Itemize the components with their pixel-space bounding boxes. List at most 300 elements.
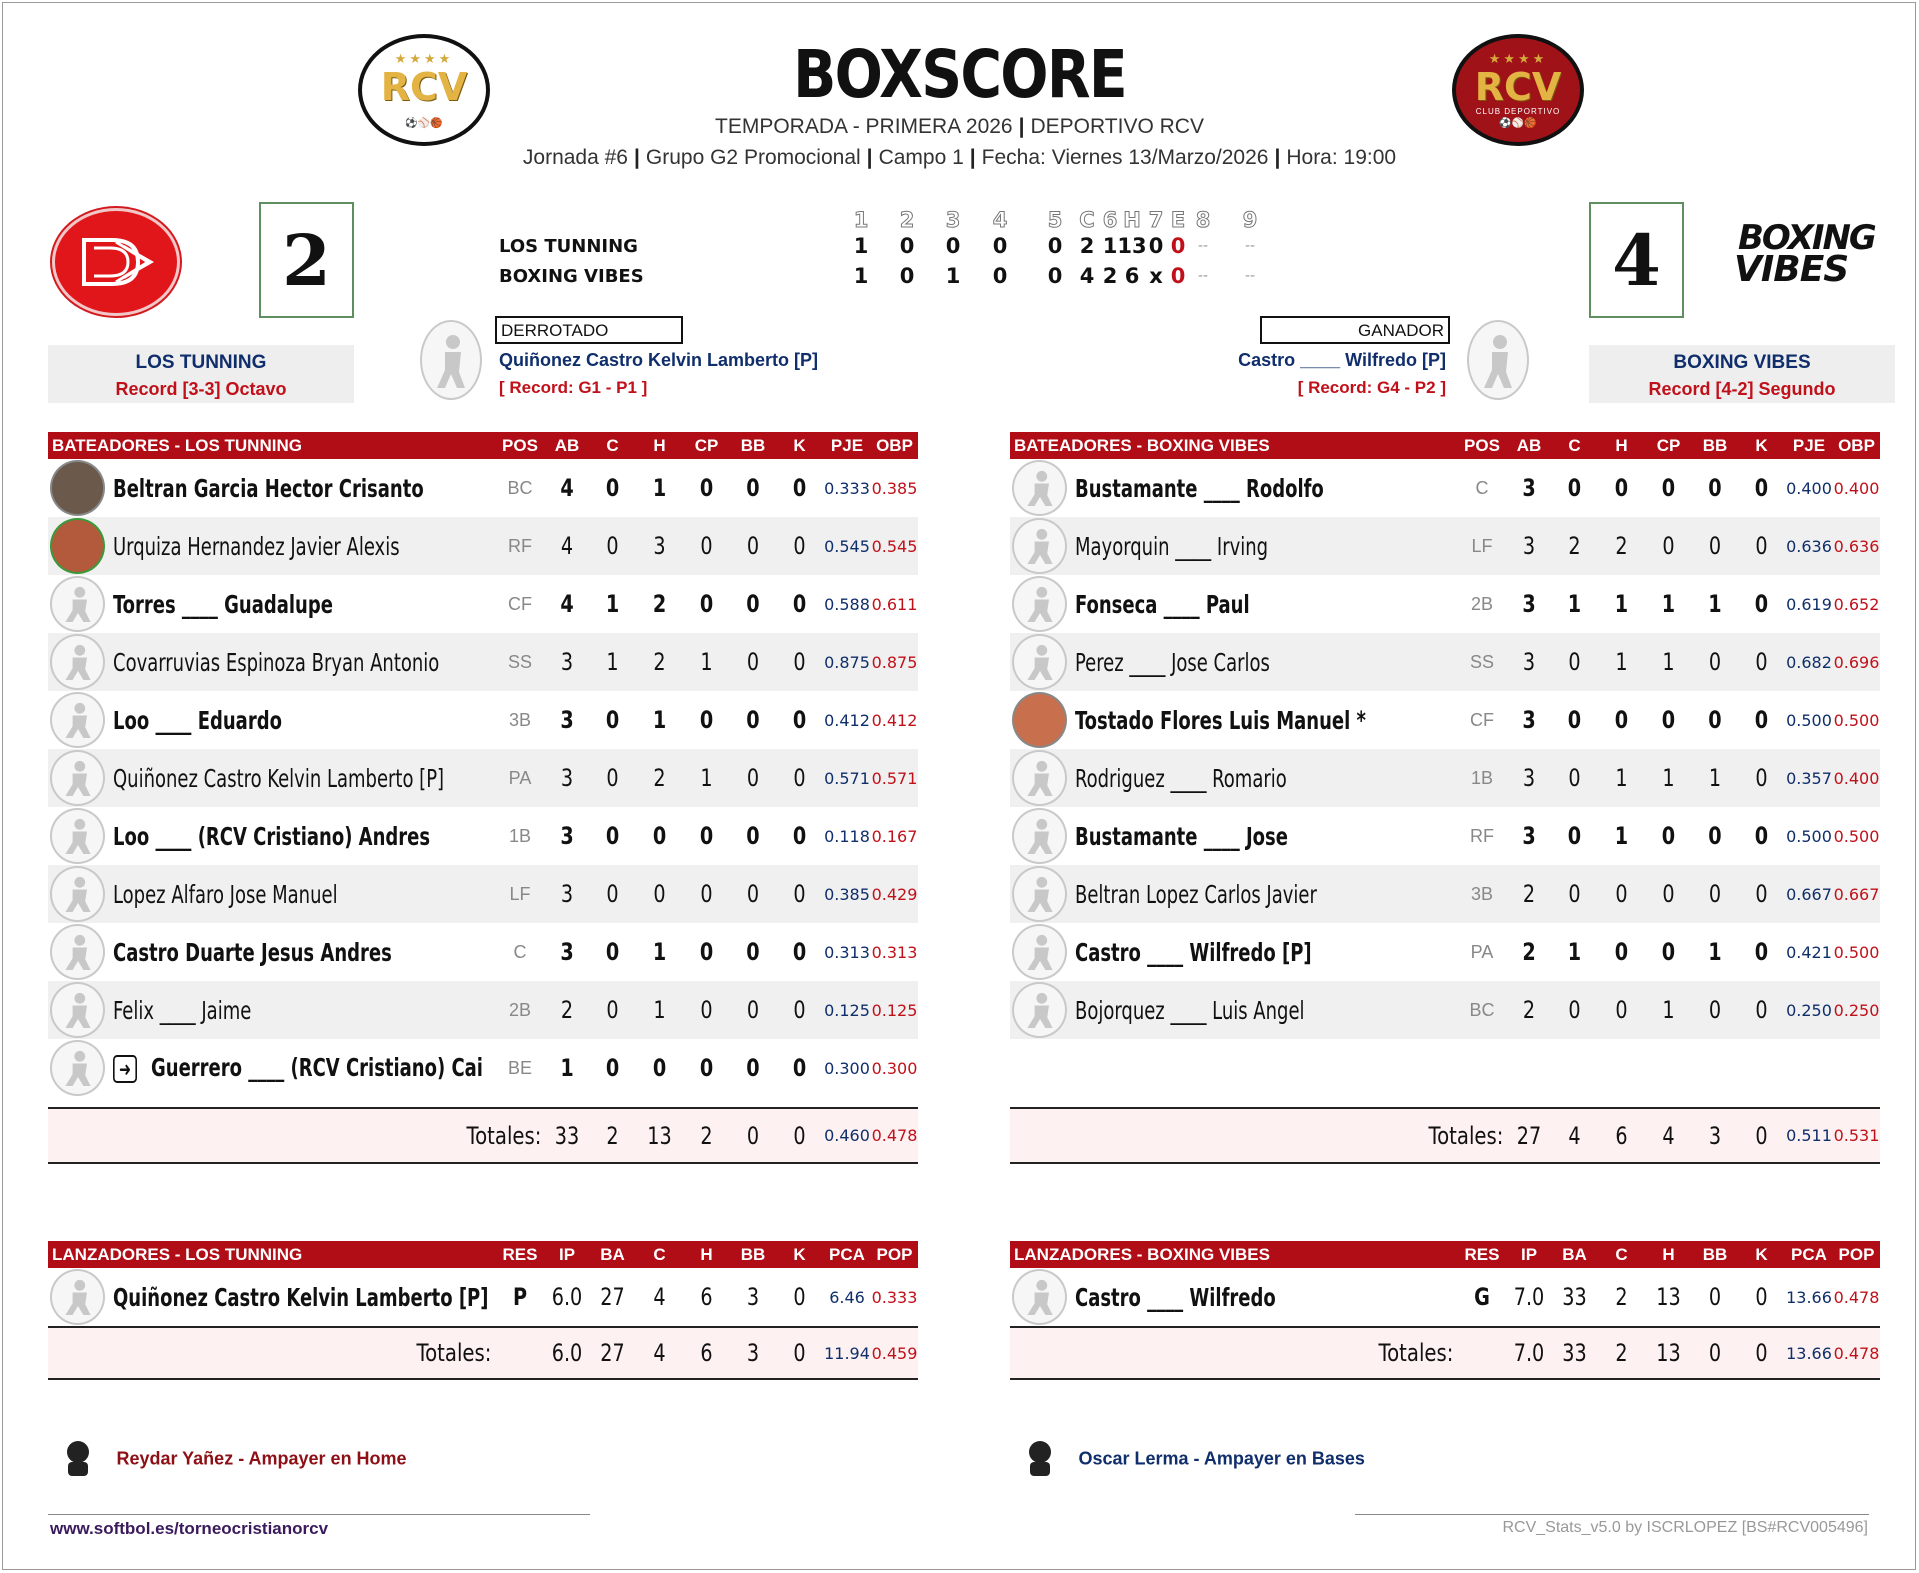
total-k: 0 <box>793 1121 806 1150</box>
column-header: H <box>1615 435 1628 455</box>
stat-bb: 0 <box>1708 822 1722 850</box>
stat-c: 0 <box>606 880 619 908</box>
player-name <box>113 880 495 909</box>
column-header: BB <box>1702 435 1728 455</box>
stat-cp: 1 <box>1662 648 1675 676</box>
player-name-text: Guerrero ____ (RCV Cristiano) Cai <box>151 1053 484 1082</box>
stat-cp: 0 <box>1661 474 1676 502</box>
stat-ab: 3 <box>560 706 574 734</box>
stat-cp: 1 <box>1662 996 1675 1024</box>
player-avatar <box>1012 808 1067 864</box>
sports-balls-icon: ⚽⚾🏀 <box>405 118 443 129</box>
column-header: AB <box>1516 435 1542 455</box>
stat-k: 0 <box>793 1283 806 1311</box>
stat-obp: 0.313 <box>871 942 918 962</box>
player-name-text: Felix ____ Jaime <box>113 995 252 1025</box>
stat-obp: 0.412 <box>871 710 918 730</box>
table-header <box>1010 432 1880 459</box>
column-header: CP <box>694 435 719 455</box>
table-row <box>48 633 918 691</box>
stat-ab: 2 <box>1522 938 1536 966</box>
winner-pitcher: Castro ____ Wilfredo [P] <box>1238 350 1446 370</box>
stat-cp: 0 <box>699 590 714 618</box>
inning-head: 9 <box>1242 208 1258 232</box>
stat-h: 0 <box>1615 880 1628 908</box>
stat-pje: 0.500 <box>1786 826 1832 846</box>
stat-c: 0 <box>1567 474 1582 502</box>
stat-pje: 0.667 <box>1786 884 1832 904</box>
column-header: POS <box>502 435 538 455</box>
jornada: Jornada #6 <box>522 146 628 169</box>
inning-head: 5 <box>1047 208 1063 232</box>
player-avatar <box>50 692 105 748</box>
stat-bb: 0 <box>746 532 760 560</box>
player-name <box>1075 996 1457 1025</box>
inning-run: -- <box>1197 268 1209 284</box>
stat-bb: 0 <box>746 764 760 792</box>
stat-c: 0 <box>606 996 619 1024</box>
stars-icon: ★★★★ <box>1488 51 1548 66</box>
stat-ab: 2 <box>1522 880 1536 908</box>
player-avatar <box>1012 982 1067 1038</box>
player-pos: 2B <box>1470 593 1494 614</box>
stat-bb: 1 <box>1708 590 1722 618</box>
player-avatar <box>50 866 105 922</box>
stat-bb: 0 <box>1708 474 1722 502</box>
stat-k: 0 <box>793 996 806 1024</box>
pitcher-name-text: Quiñonez Castro Kelvin Lamberto [P] <box>113 1282 489 1312</box>
totals-label <box>48 1122 545 1150</box>
total-h: 13 <box>1656 1339 1681 1367</box>
column-header: K <box>1755 1244 1768 1264</box>
column-header: PCA <box>829 1244 865 1264</box>
total-ba: 33 <box>1562 1339 1587 1367</box>
player-avatar <box>50 460 105 516</box>
totals-head: E <box>1170 208 1186 232</box>
stat-h: 0 <box>1614 706 1629 734</box>
column-header: C <box>606 435 619 455</box>
table-row <box>1010 865 1880 923</box>
stat-ab: 3 <box>560 822 574 850</box>
table-row <box>48 691 918 749</box>
player-name-text: Bustamante ____ Jose <box>1075 821 1289 851</box>
column-header: H <box>653 435 666 455</box>
player-pos: PA <box>508 767 532 788</box>
player-avatar <box>1012 576 1067 632</box>
player-name <box>113 706 495 735</box>
stat-k: 0 <box>792 1054 807 1082</box>
stat-pje: 0.636 <box>1786 536 1832 556</box>
player-name-text: Loo ____ (RCV Cristiano) Andres <box>113 821 431 851</box>
stat-ab: 4 <box>560 590 574 618</box>
stat-pje: 0.250 <box>1786 1000 1832 1020</box>
player-name-text: Perez ____ Jose Carlos <box>1075 647 1271 677</box>
player-name <box>1075 590 1457 619</box>
stat-bb: 1 <box>1708 938 1722 966</box>
total-bb: 0 <box>1708 1339 1722 1367</box>
stat-pop: 0.478 <box>1833 1287 1880 1307</box>
stat-cp: 0 <box>700 532 713 560</box>
stat-bb: 0 <box>746 822 760 850</box>
home-team-record: Record [4-2] Segundo <box>1648 379 1836 399</box>
stat-h: 1 <box>652 474 667 502</box>
player-name-text: Bustamante ____ Rodolfo <box>1075 473 1325 503</box>
total-pca: 13.66 <box>1786 1343 1832 1363</box>
stat-obp: 0.875 <box>871 652 918 672</box>
stat-h: 1 <box>652 938 667 966</box>
player-name-text: Rodriguez ____ Romario <box>1075 763 1288 793</box>
away-batting-table <box>48 432 918 1164</box>
winner-label: GANADOR <box>1260 316 1450 344</box>
player-silhouette-icon <box>1478 330 1518 390</box>
total-pop: 0.478 <box>1833 1343 1880 1363</box>
loser-pitcher: Quiñonez Castro Kelvin Lamberto [P] <box>499 350 819 370</box>
column-header: PJE <box>830 435 864 455</box>
stat-bb: 0 <box>746 706 760 734</box>
total-pje: 0.460 <box>824 1126 870 1145</box>
player-avatar <box>1012 518 1067 574</box>
line-total-e: 0 <box>1170 264 1186 288</box>
totals-label <box>1010 1339 1457 1367</box>
player-avatar <box>50 808 105 864</box>
stat-c: 1 <box>605 590 620 618</box>
stat-ab: 3 <box>1522 474 1536 502</box>
inning-run: 0 <box>945 234 961 258</box>
totals-label <box>48 1339 495 1367</box>
inning-run: 1 <box>1102 234 1118 258</box>
table-row <box>48 981 918 1039</box>
stat-cp: 1 <box>1662 764 1675 792</box>
stat-obp: 0.571 <box>871 768 918 788</box>
stat-pje: 0.333 <box>824 478 870 498</box>
stat-bb: 0 <box>1708 880 1722 908</box>
stat-h: 6 <box>700 1283 713 1311</box>
table-header <box>48 432 918 459</box>
inning-run: 0 <box>1047 264 1063 288</box>
total-ip: 7.0 <box>1513 1339 1545 1367</box>
stat-ab: 3 <box>1522 590 1536 618</box>
inning-head: 7 <box>1148 208 1164 232</box>
player-avatar <box>1012 692 1067 748</box>
total-c: 4 <box>1568 1121 1581 1150</box>
player-pos: SS <box>1469 651 1494 672</box>
table-title: LANZADORES - BOXING VIBES <box>1014 1244 1270 1264</box>
stat-c: 0 <box>605 1054 620 1082</box>
stat-c: 0 <box>606 764 619 792</box>
stat-pje: 0.619 <box>1786 594 1832 614</box>
table-row <box>1010 981 1880 1039</box>
campo: Campo 1 <box>878 146 964 169</box>
stat-c: 0 <box>605 706 620 734</box>
umpire-icon <box>1022 1438 1058 1483</box>
table-row <box>48 1268 918 1326</box>
total-c: 2 <box>1615 1339 1628 1367</box>
footer-url[interactable]: www.softbol.es/torneocristianorcv <box>50 1519 329 1538</box>
logo-line1: BOXING <box>1738 218 1875 258</box>
player-name-text: Fonseca ____ Paul <box>1075 589 1250 619</box>
stat-bb: 0 <box>746 996 760 1024</box>
player-name <box>1075 880 1457 909</box>
player-pos: 2B <box>508 999 532 1020</box>
total-ab: 27 <box>1516 1121 1542 1150</box>
stat-c: 1 <box>1567 590 1582 618</box>
umpire-home-name: Reydar Yañez - Ampayer en Home <box>116 1448 407 1469</box>
table-row <box>48 749 918 807</box>
stat-obp: 0.696 <box>1833 652 1880 672</box>
stat-pje: 0.571 <box>824 768 870 788</box>
player-avatar <box>50 518 105 574</box>
total-obp: 0.478 <box>871 1126 918 1145</box>
inning-head: 3 <box>945 208 961 232</box>
total-h: 6 <box>700 1339 713 1367</box>
stat-c: 4 <box>653 1283 666 1311</box>
column-header: POP <box>876 1244 913 1264</box>
stat-c: 2 <box>1568 532 1581 560</box>
stat-k: 0 <box>793 648 806 676</box>
stat-bb: 0 <box>746 590 760 618</box>
stat-k: 0 <box>793 880 806 908</box>
column-header: H <box>700 1244 713 1264</box>
column-header: RES <box>502 1244 538 1264</box>
stat-k: 0 <box>1754 706 1769 734</box>
pitcher-name <box>1075 1283 1457 1312</box>
stat-res: G <box>1474 1283 1490 1311</box>
totals-label <box>1010 1122 1507 1150</box>
inning-run: 2 <box>1102 264 1118 288</box>
column-header: IP <box>558 1244 576 1264</box>
table-spacer <box>48 1097 918 1107</box>
stat-obp: 0.667 <box>1833 884 1880 904</box>
stat-k: 0 <box>1755 996 1768 1024</box>
stat-bb: 0 <box>1708 532 1722 560</box>
table-spacer <box>1010 1039 1880 1107</box>
stat-cp: 0 <box>700 880 713 908</box>
line-score <box>498 208 1438 288</box>
total-obp: 0.531 <box>1833 1126 1880 1145</box>
column-header: BA <box>1562 1244 1587 1264</box>
player-name <box>113 822 495 851</box>
player-avatar <box>50 924 105 980</box>
player-avatar <box>50 982 105 1038</box>
table-header <box>48 1241 918 1268</box>
stat-k: 0 <box>1754 590 1769 618</box>
stat-obp: 0.125 <box>871 1000 918 1020</box>
totals-label-text: Totales: <box>1428 1121 1503 1150</box>
stat-pca: 6.46 <box>829 1287 865 1307</box>
player-name <box>1075 822 1457 851</box>
totals-row <box>1010 1107 1880 1164</box>
winner-record: [ Record: G4 - P2 ] <box>1297 378 1446 397</box>
stat-cp: 0 <box>700 996 713 1024</box>
stat-h: 0 <box>1614 938 1629 966</box>
totals-head: H <box>1123 208 1141 232</box>
stat-c: 0 <box>605 474 620 502</box>
stat-c: 0 <box>1568 880 1581 908</box>
column-header: IP <box>1520 1244 1538 1264</box>
table-row <box>1010 517 1880 575</box>
inning-run: 0 <box>899 264 915 288</box>
stat-pje: 0.118 <box>824 826 870 846</box>
footer-divider-right <box>1355 1514 1869 1515</box>
player-avatar <box>50 1269 105 1325</box>
stat-bb: 0 <box>1708 996 1722 1024</box>
stat-res: P <box>512 1283 528 1311</box>
player-name-text: Beltran Lopez Carlos Javier <box>1075 879 1318 909</box>
footer-divider-left <box>48 1514 590 1515</box>
table-row <box>1010 459 1880 517</box>
stat-k: 0 <box>792 590 807 618</box>
sports-balls-icon: ⚽⚾🏀 <box>1499 118 1537 129</box>
player-name <box>1075 938 1457 967</box>
total-ab: 33 <box>554 1121 580 1150</box>
stat-bb: 0 <box>746 474 760 502</box>
player-name <box>1075 648 1457 677</box>
stat-k: 0 <box>1755 1283 1768 1311</box>
stat-cp: 0 <box>699 1054 714 1082</box>
stat-h: 0 <box>652 1054 667 1082</box>
table-row <box>48 865 918 923</box>
umpire-bases-name: Oscar Lerma - Ampayer en Bases <box>1078 1448 1365 1469</box>
table-row <box>48 575 918 633</box>
away-pitching-table <box>48 1241 918 1380</box>
stat-k: 0 <box>1755 880 1768 908</box>
line-total-e: 0 <box>1170 234 1186 258</box>
table-header <box>1010 1241 1880 1268</box>
totals-label-text: Totales: <box>416 1339 491 1367</box>
stat-ab: 3 <box>560 648 574 676</box>
stat-ip: 7.0 <box>1513 1283 1545 1311</box>
player-name-text: Tostado Flores Luis Manuel * <box>1075 705 1367 735</box>
total-pje: 0.511 <box>1786 1126 1832 1145</box>
stat-bb: 0 <box>746 880 760 908</box>
stat-pca: 13.66 <box>1786 1287 1832 1307</box>
org: DEPORTIVO RCV <box>1030 115 1204 138</box>
stat-k: 0 <box>792 474 807 502</box>
total-c: 4 <box>653 1339 666 1367</box>
player-name-text: Urquiza Hernandez Javier Alexis <box>113 531 400 561</box>
column-header: AB <box>554 435 580 455</box>
stat-h: 1 <box>653 996 666 1024</box>
stat-bb: 0 <box>746 648 760 676</box>
logo-line2: VIBES <box>1734 249 1849 290</box>
totals-row <box>1010 1326 1880 1380</box>
stat-h: 1 <box>1615 648 1628 676</box>
away-team-record: Record [3-3] Octavo <box>115 379 287 399</box>
inning-run: 0 <box>1148 234 1164 258</box>
player-name-text: Quiñonez Castro Kelvin Lamberto [P] <box>113 763 445 793</box>
substitute-arrow-icon: ➜ <box>113 1055 137 1083</box>
loser-record: [ Record: G1 - P1 ] <box>499 378 648 397</box>
page-title: BOXSCORE <box>793 36 1126 113</box>
inning-run: -- <box>1244 238 1256 254</box>
home-batting-table <box>1010 432 1880 1164</box>
stat-ip: 6.0 <box>551 1283 583 1311</box>
inning-head: 2 <box>899 208 915 232</box>
stat-h: 1 <box>1614 822 1629 850</box>
stat-c: 0 <box>1568 648 1581 676</box>
player-name-text: Beltran Garcia Hector Crisanto <box>113 473 424 503</box>
stat-c: 0 <box>1567 822 1582 850</box>
stat-h: 0 <box>652 822 667 850</box>
inning-run: 0 <box>899 234 915 258</box>
stat-obp: 0.611 <box>871 594 918 614</box>
player-name <box>1075 706 1457 735</box>
stat-obp: 0.500 <box>1833 942 1880 962</box>
stat-k: 0 <box>792 706 807 734</box>
stat-c: 0 <box>605 822 620 850</box>
column-header: OBP <box>1838 435 1875 455</box>
stat-ab: 4 <box>560 474 574 502</box>
stat-cp: 0 <box>1661 938 1676 966</box>
totals-head: C <box>1079 208 1095 232</box>
player-name <box>113 590 495 619</box>
stat-cp: 0 <box>699 822 714 850</box>
player-pos: C <box>513 941 527 962</box>
stat-ab: 3 <box>1522 648 1536 676</box>
player-avatar <box>1012 634 1067 690</box>
column-header: K <box>1755 435 1768 455</box>
stat-c: 0 <box>1568 764 1581 792</box>
boxing-vibes-logo <box>1734 218 1875 294</box>
column-header: C <box>1568 435 1581 455</box>
stars-icon: ★★★★ <box>394 51 454 66</box>
inning-run: -- <box>1197 238 1209 254</box>
total-c: 2 <box>606 1121 619 1150</box>
stat-k: 0 <box>793 532 806 560</box>
stat-bb: 0 <box>1708 1283 1722 1311</box>
stat-obp: 0.429 <box>871 884 918 904</box>
table-row <box>1010 923 1880 981</box>
column-header: BB <box>740 1244 766 1264</box>
stat-k: 0 <box>1754 474 1769 502</box>
player-name-text: Mayorquin ____ Irving <box>1075 531 1269 561</box>
player-name <box>113 1053 495 1083</box>
stat-ab: 3 <box>1522 532 1536 560</box>
player-avatar <box>50 634 105 690</box>
stat-h: 2 <box>653 648 666 676</box>
stat-cp: 0 <box>699 474 714 502</box>
home-pitching-table <box>1010 1241 1880 1380</box>
stat-obp: 0.400 <box>1833 768 1880 788</box>
pitcher-name <box>113 1283 495 1312</box>
player-avatar <box>1012 750 1067 806</box>
logo-sub: CLUB DEPORTIVO <box>381 107 467 116</box>
table-row <box>1010 575 1880 633</box>
stat-h: 13 <box>1656 1283 1681 1311</box>
player-pos: RF <box>508 535 532 556</box>
line-total-h: 13 <box>1117 234 1147 258</box>
stat-pje: 0.313 <box>824 942 870 962</box>
player-name <box>1075 474 1457 503</box>
stat-pje: 0.385 <box>824 884 870 904</box>
column-header: PCA <box>1791 1244 1827 1264</box>
stat-cp: 1 <box>700 648 713 676</box>
player-name-text: Loo ____ Eduardo <box>113 705 283 735</box>
inning-run: 0 <box>1047 234 1063 258</box>
column-header: H <box>1662 1244 1675 1264</box>
column-header: POS <box>1464 435 1500 455</box>
stat-pje: 0.545 <box>824 536 870 556</box>
inning-run: -- <box>1244 268 1256 284</box>
stat-cp: 0 <box>699 706 714 734</box>
table-title: LANZADORES - LOS TUNNING <box>52 1244 303 1264</box>
player-pos: LF <box>509 883 531 904</box>
stat-h: 1 <box>1614 590 1629 618</box>
table-row <box>1010 1268 1880 1326</box>
column-header: PJE <box>1792 435 1826 455</box>
table-row <box>48 459 918 517</box>
inning-head: 4 <box>992 208 1008 232</box>
